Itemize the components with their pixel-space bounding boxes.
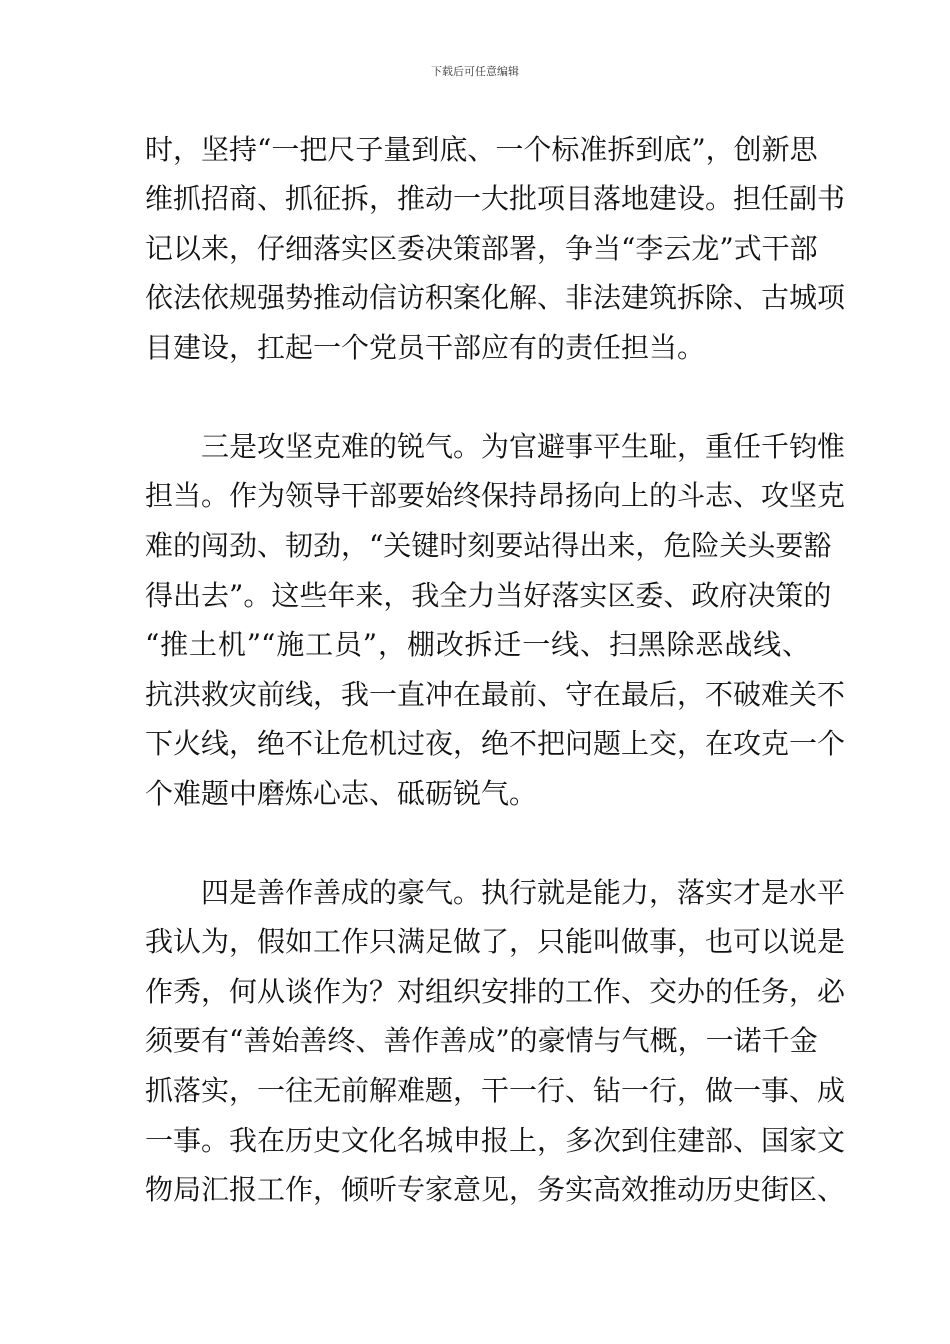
text-line: 抓落实，一往无前解难题，干一行、钻一行，做一事、成 [145, 1074, 846, 1107]
text-line: 须要有“善始善终、善作善成”的豪情与气概，一诺千金 [145, 1024, 818, 1057]
page-header: 下载后可任意编辑 [431, 65, 519, 78]
text-line: 记以来，仔细落实区委决策部署，争当“李云龙”式干部 [145, 232, 818, 265]
text-line: 目建设，扛起一个党员干部应有的责任担当。 [145, 331, 706, 364]
text-line: 下火线，绝不让危机过夜，绝不把问题上交，在攻克一个 [145, 727, 846, 760]
text-line: 物局汇报工作，倾听专家意见，务实高效推动历史街区、 [145, 1173, 846, 1206]
text-line: 四是善作善成的豪气。执行就是能力，落实才是水平 [201, 876, 846, 909]
text-line: 抗洪救灾前线，我一直冲在最前、守在最后，不破难关不 [145, 678, 846, 711]
text-line: 担当。作为领导干部要始终保持昂扬向上的斗志、攻坚克 [145, 479, 846, 512]
text-line: 依法依规强势推动信访积案化解、非法建筑拆除、古城项 [145, 281, 846, 314]
text-line: 作秀，何从谈作为？对组织安排的工作、交办的任务，必 [145, 975, 846, 1008]
text-line: 三是攻坚克难的锐气。为官避事平生耻，重任千钧惟 [201, 430, 846, 463]
text-line: “推土机”“施工员”，棚改拆迁一线、扫黑除恶战线、 [145, 628, 810, 661]
text-line: 得出去”。这些年来，我全力当好落实区委、政府决策的 [145, 579, 832, 612]
text-line: 难的闯劲、韧劲，“关键时刻要站得出来，危险关头要豁 [145, 529, 832, 562]
text-line: 维抓招商、抓征拆，推动一大批项目落地建设。担任副书 [145, 182, 846, 215]
text-line: 个难题中磨炼心志、砥砺锐气。 [145, 777, 538, 810]
text-line: 时，坚持“一把尺子量到底、一个标准拆到底”，创新思 [145, 133, 818, 166]
text-line: 一事。我在历史文化名城申报上，多次到住建部、国家文 [145, 1124, 846, 1157]
text-line: 我认为，假如工作只满足做了，只能叫做事，也可以说是 [145, 925, 846, 958]
